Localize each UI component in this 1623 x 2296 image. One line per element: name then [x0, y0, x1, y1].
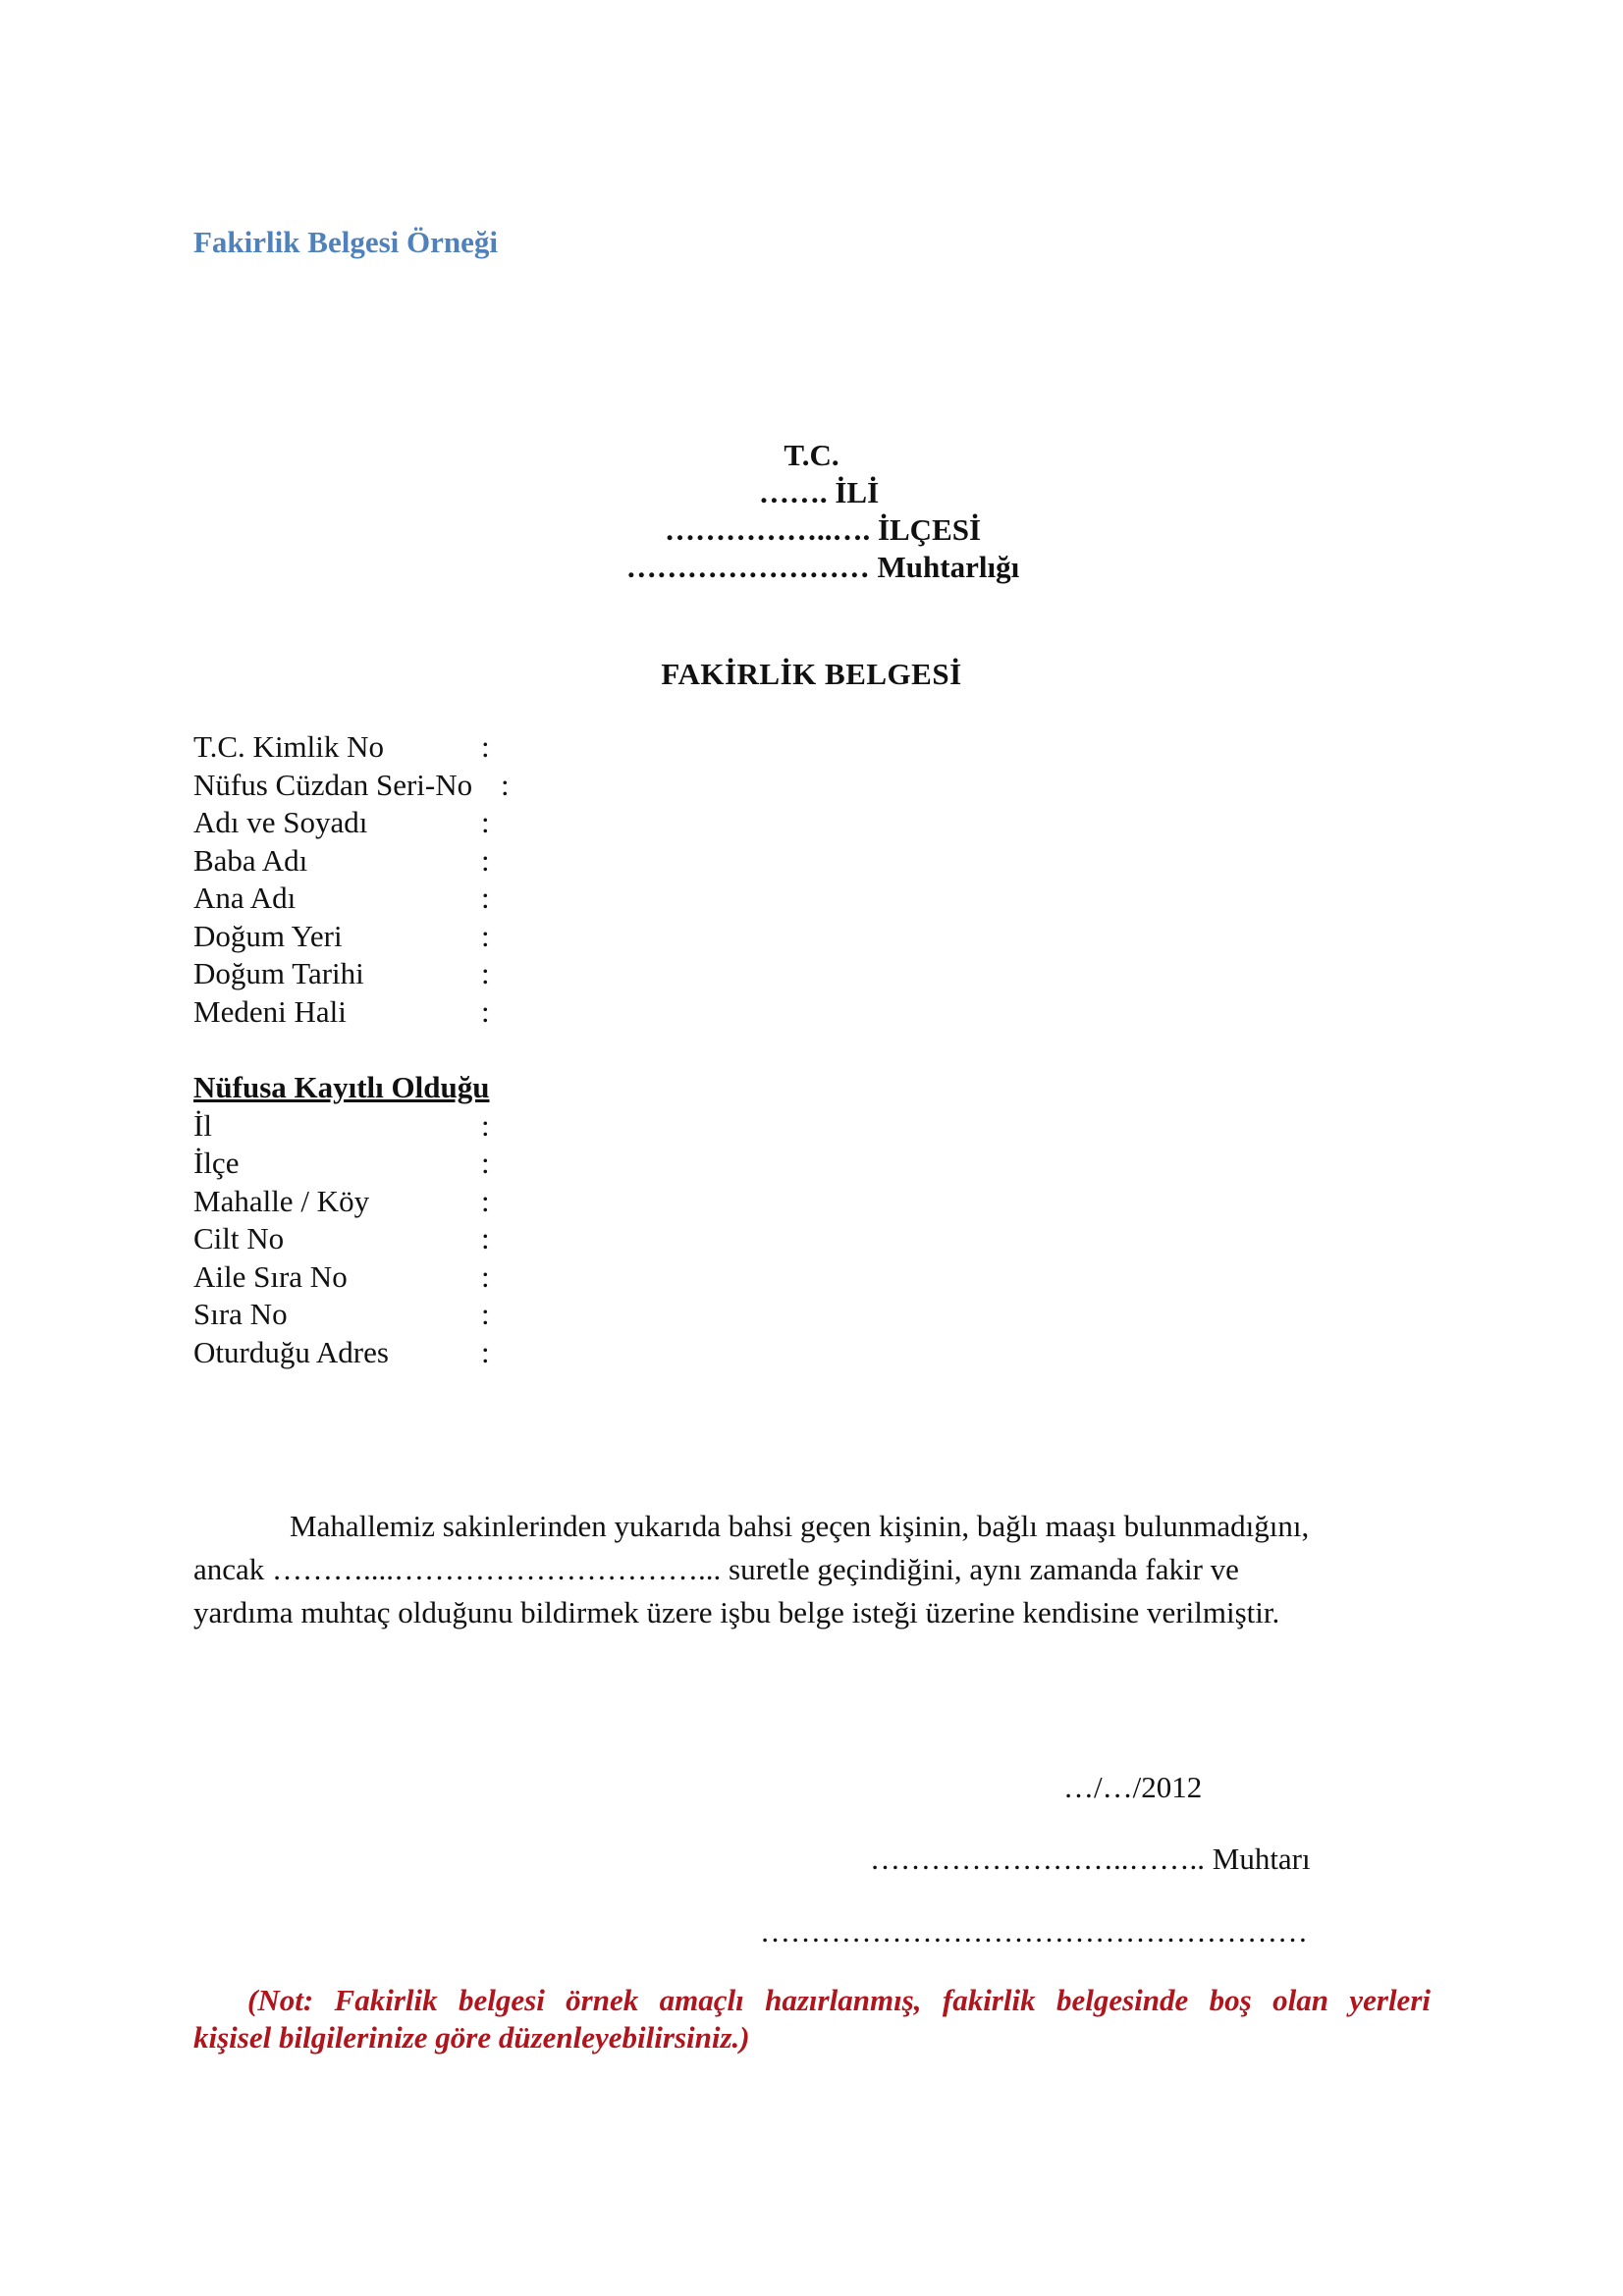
field-colon: : — [481, 1146, 490, 1180]
issue-date: …/…/2012 — [1063, 1770, 1203, 1804]
certificate-body — [193, 1505, 1391, 1634]
letterhead-office: …………………… Muhtarlığı — [625, 550, 1020, 584]
field-label-district: İlçe — [193, 1146, 240, 1180]
letterhead-province: ……. İLİ — [758, 475, 880, 509]
certificate-title: FAKİRLİK BELGESİ — [661, 657, 962, 691]
field-row — [193, 1258, 489, 1297]
field-colon: : — [481, 956, 490, 990]
muhtar-title-line: ……………………..…….. Muhtarı — [870, 1842, 1311, 1876]
field-label-neighborhood: Mahalle / Köy — [193, 1183, 370, 1218]
field-colon: : — [481, 1297, 490, 1331]
signature-line: ……………………………………………… — [760, 1914, 1308, 1949]
document-heading: Fakirlik Belgesi Örneği — [193, 225, 498, 259]
field-colon: : — [481, 1258, 490, 1294]
field-row — [193, 1334, 489, 1372]
field-label-id-card-serial: Nüfus Cüzdan Seri-No — [193, 767, 473, 802]
field-colon: : — [481, 918, 490, 953]
registry-section-title: Nüfusa Kayıtlı Olduğu — [193, 1070, 490, 1104]
field-label-birth-date: Doğum Tarihi — [193, 956, 364, 990]
field-colon: : — [481, 1334, 490, 1369]
field-colon: : — [481, 993, 490, 1029]
field-colon: : — [481, 805, 490, 839]
field-colon: : — [481, 881, 490, 915]
field-colon: : — [481, 1183, 490, 1218]
field-row — [193, 1145, 489, 1183]
letterhead-country: T.C. — [784, 438, 839, 472]
body-line: yardıma muhtaç olduğunu bildirmek üzere işbu belge isteği üzerine kendisine verilmiştir. — [193, 1595, 1280, 1629]
body-line: ancak ………....…………………………... suretle geçindiğini, aynı zamanda fakir ve — [193, 1552, 1239, 1586]
body-line: Mahallemiz sakinlerinden yukarıda bahsi geçen kişinin, bağlı maaşı bulunmadığını, — [290, 1509, 1310, 1543]
field-label-birth-place: Doğum Yeri — [193, 918, 343, 953]
field-label-family-order-no: Aile Sıra No — [193, 1258, 348, 1294]
letterhead — [0, 437, 1623, 586]
field-label-mother-name: Ana Adı — [193, 881, 297, 915]
field-row — [193, 1107, 489, 1146]
registry-info-fields — [193, 1069, 489, 1371]
field-colon: : — [481, 1107, 490, 1143]
field-label-father-name: Baba Adı — [193, 842, 308, 878]
field-label-volume-no: Cilt No — [193, 1221, 285, 1255]
field-label-marital-status: Medeni Hali — [193, 993, 347, 1029]
note-line: kişisel bilgilerinize göre düzenleyebilirsiniz.) — [193, 2020, 750, 2055]
field-row — [193, 1220, 489, 1258]
field-row — [193, 1183, 489, 1221]
field-label-address: Oturduğu Adres — [193, 1334, 389, 1369]
field-label-order-no: Sıra No — [193, 1297, 288, 1331]
field-row — [193, 1296, 489, 1334]
field-label-province: İl — [193, 1107, 212, 1143]
letterhead-district: ……………..…. İLÇESİ — [664, 512, 982, 547]
field-label-full-name: Adı ve Soyadı — [193, 805, 368, 839]
field-colon: : — [481, 842, 490, 878]
field-colon: : — [481, 1221, 490, 1255]
field-colon: : — [481, 729, 490, 764]
usage-note — [193, 1982, 1431, 2056]
note-line: (Not: Fakirlik belgesi örnek amaçlı hazırlanmış, fakirlik belgesinde boş olan yerleri — [247, 1983, 1431, 2017]
field-colon: : — [501, 767, 510, 802]
field-label-tc-id: T.C. Kimlik No — [193, 729, 385, 764]
